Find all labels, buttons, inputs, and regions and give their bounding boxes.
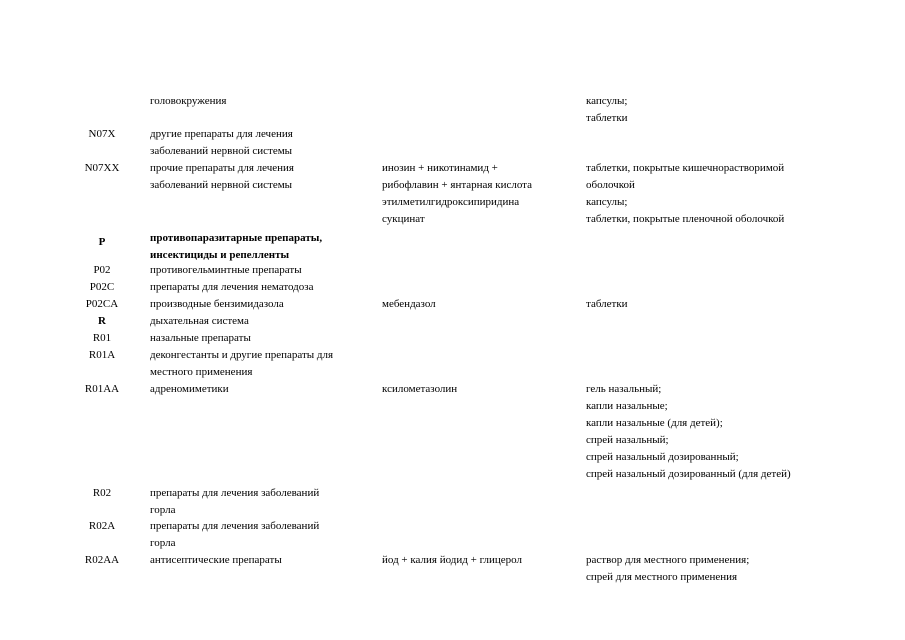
name-line: адреномиметики — [150, 383, 229, 395]
name-line: назальные препараты — [150, 332, 251, 344]
group-name — [150, 126, 375, 160]
group-name — [150, 313, 375, 330]
form-line: таблетки — [586, 298, 628, 310]
name-line: препараты для лечения нематодоза — [150, 281, 314, 293]
dosage-forms — [586, 93, 886, 127]
form-line: таблетки — [586, 112, 628, 124]
drug-name — [382, 160, 580, 228]
form-line: спрей назальный дозированный; — [586, 451, 739, 463]
atc-code: P02 — [93, 264, 111, 276]
atc-code: P — [98, 236, 106, 248]
name-line: противогельминтные препараты — [150, 264, 302, 276]
name-line: антисептические препараты — [150, 554, 282, 566]
name-line: инсектициды и репелленты — [150, 249, 290, 261]
atc-code: P02C — [89, 281, 115, 293]
name-line: противопаразитарные препараты, — [150, 232, 323, 244]
name-line: деконгестанты и другие препараты для — [150, 349, 334, 361]
drug-line: инозин + никотинамид + — [382, 162, 498, 174]
name-line: горла — [150, 537, 176, 549]
drug-line: сукцинат — [382, 213, 425, 225]
drug-line: ксилометазолин — [382, 383, 458, 395]
name-line: производные бензимидазола — [150, 298, 284, 310]
drug-line: рибофлавин + янтарная кислота — [382, 179, 533, 191]
form-line: капли назальные; — [586, 400, 668, 412]
drug-name — [382, 552, 580, 569]
name-line: препараты для лечения заболеваний — [150, 487, 320, 499]
atc-code: R01AA — [84, 383, 120, 395]
form-line: капсулы; — [586, 196, 628, 208]
form-line: таблетки, покрытые кишечнорастворимой — [586, 162, 785, 174]
drug-line: мебендазол — [382, 298, 436, 310]
dosage-forms — [586, 552, 886, 586]
atc-code: P02CA — [85, 298, 119, 310]
form-line: спрей для местного применения — [586, 571, 738, 583]
name-line: заболеваний нервной системы — [150, 145, 293, 157]
form-line: раствор для местного применения; — [586, 554, 750, 566]
atc-code: R02 — [92, 487, 112, 499]
atc-code: R — [98, 315, 106, 327]
form-line: гель назальный; — [586, 383, 662, 395]
dosage-forms — [586, 296, 886, 313]
drug-name — [382, 381, 580, 398]
name-line: дыхательная система — [150, 315, 249, 327]
form-line: спрей назальный; — [586, 434, 669, 446]
name-line: головокружения — [150, 95, 227, 107]
atc-code: R01A — [88, 349, 116, 361]
group-name — [150, 262, 375, 279]
group-name — [150, 347, 375, 381]
name-line: заболеваний нервной системы — [150, 179, 293, 191]
atc-code: R02A — [88, 520, 116, 532]
name-line: горла — [150, 504, 176, 516]
drug-line: йод + калия йодид + глицерол — [382, 554, 523, 566]
group-name — [150, 330, 375, 347]
form-line: спрей назальный дозированный (для детей) — [586, 468, 791, 480]
group-name — [150, 518, 375, 552]
atc-code: R02AA — [84, 554, 120, 566]
form-line: капсулы; — [586, 95, 628, 107]
group-name — [150, 230, 375, 264]
group-name — [150, 552, 375, 569]
dosage-forms — [586, 160, 886, 228]
group-name — [150, 93, 375, 110]
group-name — [150, 279, 375, 296]
group-name — [150, 485, 375, 519]
group-name — [150, 381, 375, 398]
atc-code: N07XX — [84, 162, 120, 174]
atc-code: N07X — [88, 128, 116, 140]
form-line: оболочкой — [586, 179, 635, 191]
form-line: таблетки, покрытые пленочной оболочкой — [586, 213, 785, 225]
atc-code: R01 — [92, 332, 112, 344]
name-line: прочие препараты для лечения — [150, 162, 294, 174]
form-line: капли назальные (для детей); — [586, 417, 723, 429]
name-line: препараты для лечения заболеваний — [150, 520, 320, 532]
group-name — [150, 296, 375, 313]
name-line: другие препараты для лечения — [150, 128, 293, 140]
name-line: местного применения — [150, 366, 253, 378]
drug-line: этилметилгидроксипиридина — [382, 196, 520, 208]
group-name — [150, 160, 375, 194]
dosage-forms — [586, 381, 886, 483]
drug-name — [382, 296, 580, 313]
